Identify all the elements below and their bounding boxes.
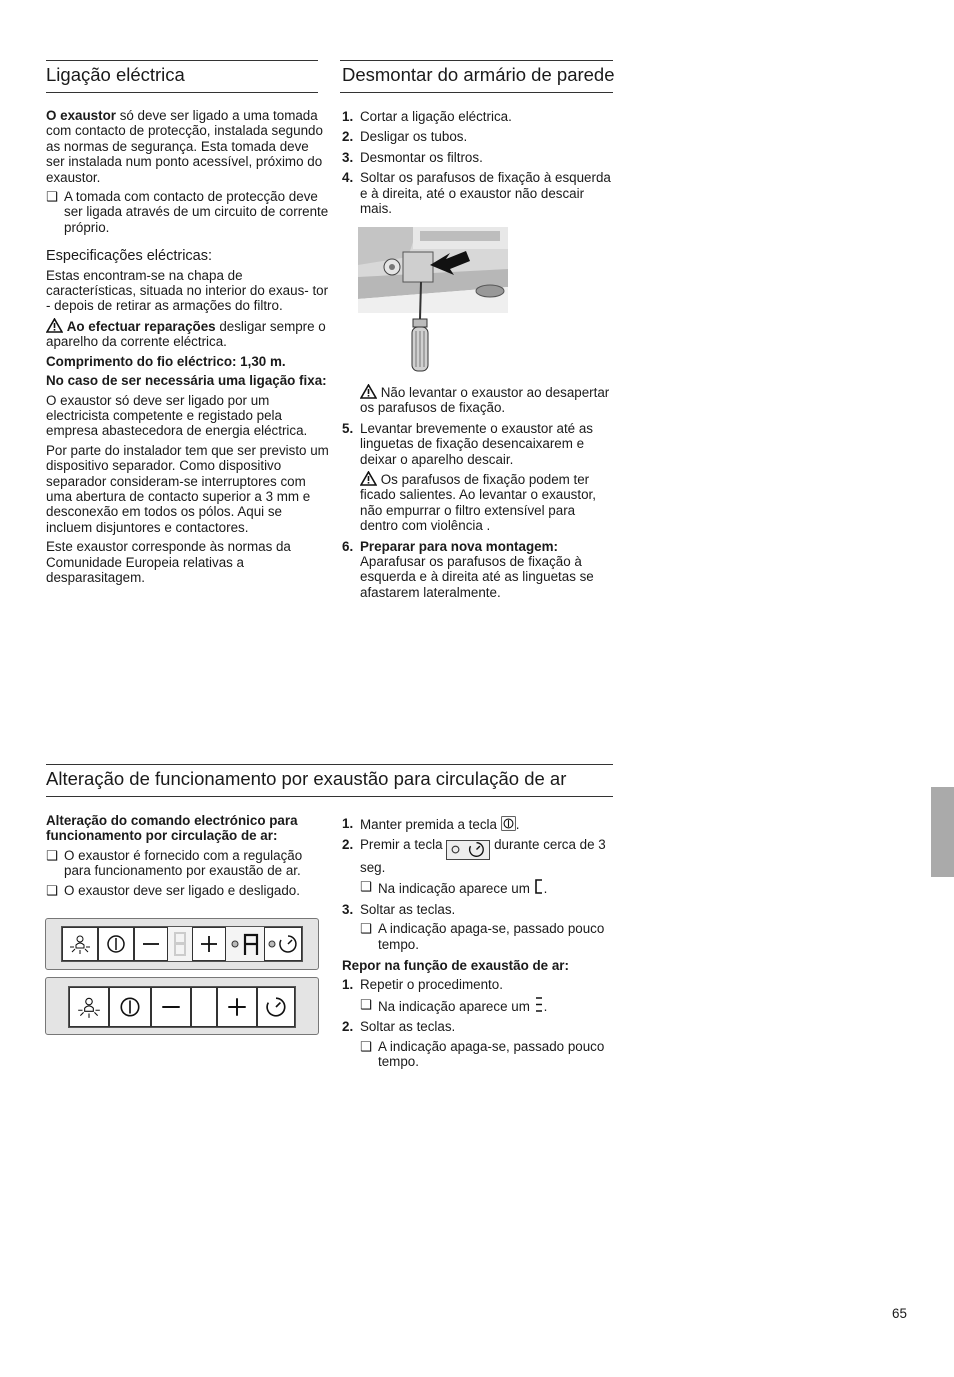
step-3: 3. Desmontar os filtros. [342,149,483,165]
light-icon [68,932,92,956]
checkbox-icon: ❑ [46,189,59,205]
recirc-step-1: 1. Manter premida a tecla . [342,816,520,832]
checkbox-icon: ❑ [360,879,373,895]
warning-screws: Os parafusos de fixação podem ter ficado salientes. Ao levantar o exaustor, não empurrar o filtro extensível para dentro com violência . [360,472,596,534]
display-segment [168,927,192,961]
intro-paragraph: O exaustor só deve ser ligado a uma tomada com contacto de protecção, instalada segundo as normas de segurança. Esta tomada deve ser instalada num ponto acessível, próximo do exaustor. [46,108,323,185]
warning-icon [46,318,63,333]
fixed-p3: Este exaustor corresponde às normas da Comunidade Europeia relativas a desparasitagem. [46,539,291,585]
minus-button[interactable] [151,987,191,1027]
fixed-p1: O exaustor só deve ser ligado por um electricista competente e registado pela empresa abastecedora de energia eléctrica. [46,392,308,439]
bullet-socket: ❑ A tomada com contacto de protecção deve ser ligada através de um circuito de corrente próprio. [46,189,329,235]
display-blank [191,987,217,1027]
control-panel-2 [45,977,319,1035]
bottom-rule-left [46,92,318,93]
display-c-icon [534,879,544,894]
cable-length: Comprimento do fio eléctrico: 1,30 m. [46,353,286,369]
timer-icon [278,934,298,954]
power-button[interactable] [98,927,134,961]
checkbox-icon: ❑ [360,921,373,937]
reset-step-2: 2. Soltar as teclas. ❑ A indicação apaga-se, passado pouco tempo. [342,1019,612,1069]
fixed-p2: Por parte do instalador tem que ser previsto um dispositivo separador. Como dispositivo separador consideram-se interruptores com uma abertura de contacto superior a 3 mm e desconexão em todos os pólos. Aqui se incluem disjuntores e contactores. [46,442,329,535]
timer-button[interactable] [257,987,295,1027]
power-icon [105,933,127,955]
segment-eight-icon [173,931,187,957]
led-icon [451,845,460,854]
side-tab-marker [931,787,954,877]
recirc-step-2: 2. Premir a tecla durante cerca de 3 seg. ❑ Na indicação aparece um . [342,837,612,896]
top-rule-left [46,60,318,61]
timer-icon [468,841,485,858]
electrical-section [46,108,330,589]
warning-icon [360,384,377,399]
plus-button[interactable] [192,927,226,961]
warning-no-lift: Não levantar o exaustor ao desapertar os parafusos de fixação. [360,385,610,416]
step-1: 1. Cortar a ligação eléctrica. [342,109,512,124]
warning-icon [360,471,377,486]
recirculation-steps [342,816,612,1074]
recirc-note-1: ❑ Na indicação aparece um . [360,879,548,897]
minus-button[interactable] [134,927,168,961]
step-6: 6. Preparar para nova montagem: Aparafusar os parafusos de fixação à esquerda e à direita até as linguetas se afastarem lateralmente. [342,538,594,600]
display-e-icon [534,997,544,1012]
step-5: 5. Levantar brevemente o exaustor até as linguetas de fixação desencaixarem e deixar o aparelho descair. Os parafusos de fixação podem ter ficado salientes. Ao levantar o exaustor, não empurrar o filtro extensível para dentro com violência . [342,421,612,534]
control-change-title: Alteração do comando electrónico para funcionamento por circulação de ar: [46,813,298,844]
mode-indicator [226,927,264,961]
reset-note-2: ❑ A indicação apaga-se, passado pouco tempo. [360,1038,605,1069]
spec-text: Estas encontram-se na chapa de características, situada no interior do exaus- tor - depois de retirar as armações do filtro. [46,267,329,314]
dismount-steps-continued [342,384,612,605]
dismount-steps [342,109,612,221]
timer-button[interactable] [264,927,302,961]
power-icon [501,816,516,831]
minus-icon [159,995,183,1019]
minus-icon [140,933,162,955]
fixed-connection-title: No caso de ser necessária uma ligação fixa: [46,373,327,389]
bottom-rule-right [340,92,613,93]
recirc-step-3: 3. Soltar as teclas. ❑ A indicação apaga-se, passado pouco tempo. [342,902,612,952]
section-title-recirculation: Alteração de funcionamento por exaustão para circulação de ar [46,768,567,789]
page-number: 65 [892,1306,907,1321]
spec-title: Especificações eléctricas: [46,248,213,265]
repair-warning: Ao efectuar reparações desligar sempre o aparelho da corrente eléctrica. [46,318,326,350]
screwdriver-illustration [358,227,508,375]
reset-note-1: ❑ Na indicação aparece um . [360,996,548,1014]
light-button[interactable] [62,927,98,961]
display-a-icon [242,931,260,957]
reset-title: Repor na função de exaustão de ar: [342,957,569,973]
timer-key-inline [446,840,490,860]
checkbox-icon: ❑ [360,1038,373,1054]
recirculation-left [46,813,324,902]
bottom-rule-bottom [46,796,613,797]
led-icon [231,940,239,948]
top-rule-right [340,60,613,61]
timer-icon [265,996,287,1018]
top-rule-bottom [46,764,613,765]
light-icon [76,994,102,1020]
reset-step-1: 1. Repetir o procedimento. ❑ Na indicação aparece um . [342,977,612,1014]
step-2: 2. Desligar os tubos. [342,129,468,145]
plus-icon [198,933,220,955]
control-panel-1 [45,918,319,970]
checkbox-icon: ❑ [360,996,373,1012]
section-title-electrical: Ligação eléctrica [46,64,185,85]
step-4: 4. Soltar os parafusos de fixação à esquerda e à direita, até o exaustor não descair mais. [342,170,611,217]
plus-icon [225,995,249,1019]
power-button[interactable] [109,987,151,1027]
led-icon [268,940,276,948]
light-button[interactable] [69,987,109,1027]
bullet-delivered: ❑ O exaustor é fornecido com a regulação para funcionamento por exaustão de ar. [46,847,303,879]
recirc-note-2: ❑ A indicação apaga-se, passado pouco tempo. [360,921,605,952]
power-icon [118,995,142,1019]
bullet-on-off: ❑ O exaustor deve ser ligado e desligado. [46,882,300,898]
checkbox-icon: ❑ [46,882,59,898]
checkbox-icon: ❑ [46,847,59,863]
plus-button[interactable] [217,987,257,1027]
section-title-dismount: Desmontar do armário de parede [342,64,615,85]
